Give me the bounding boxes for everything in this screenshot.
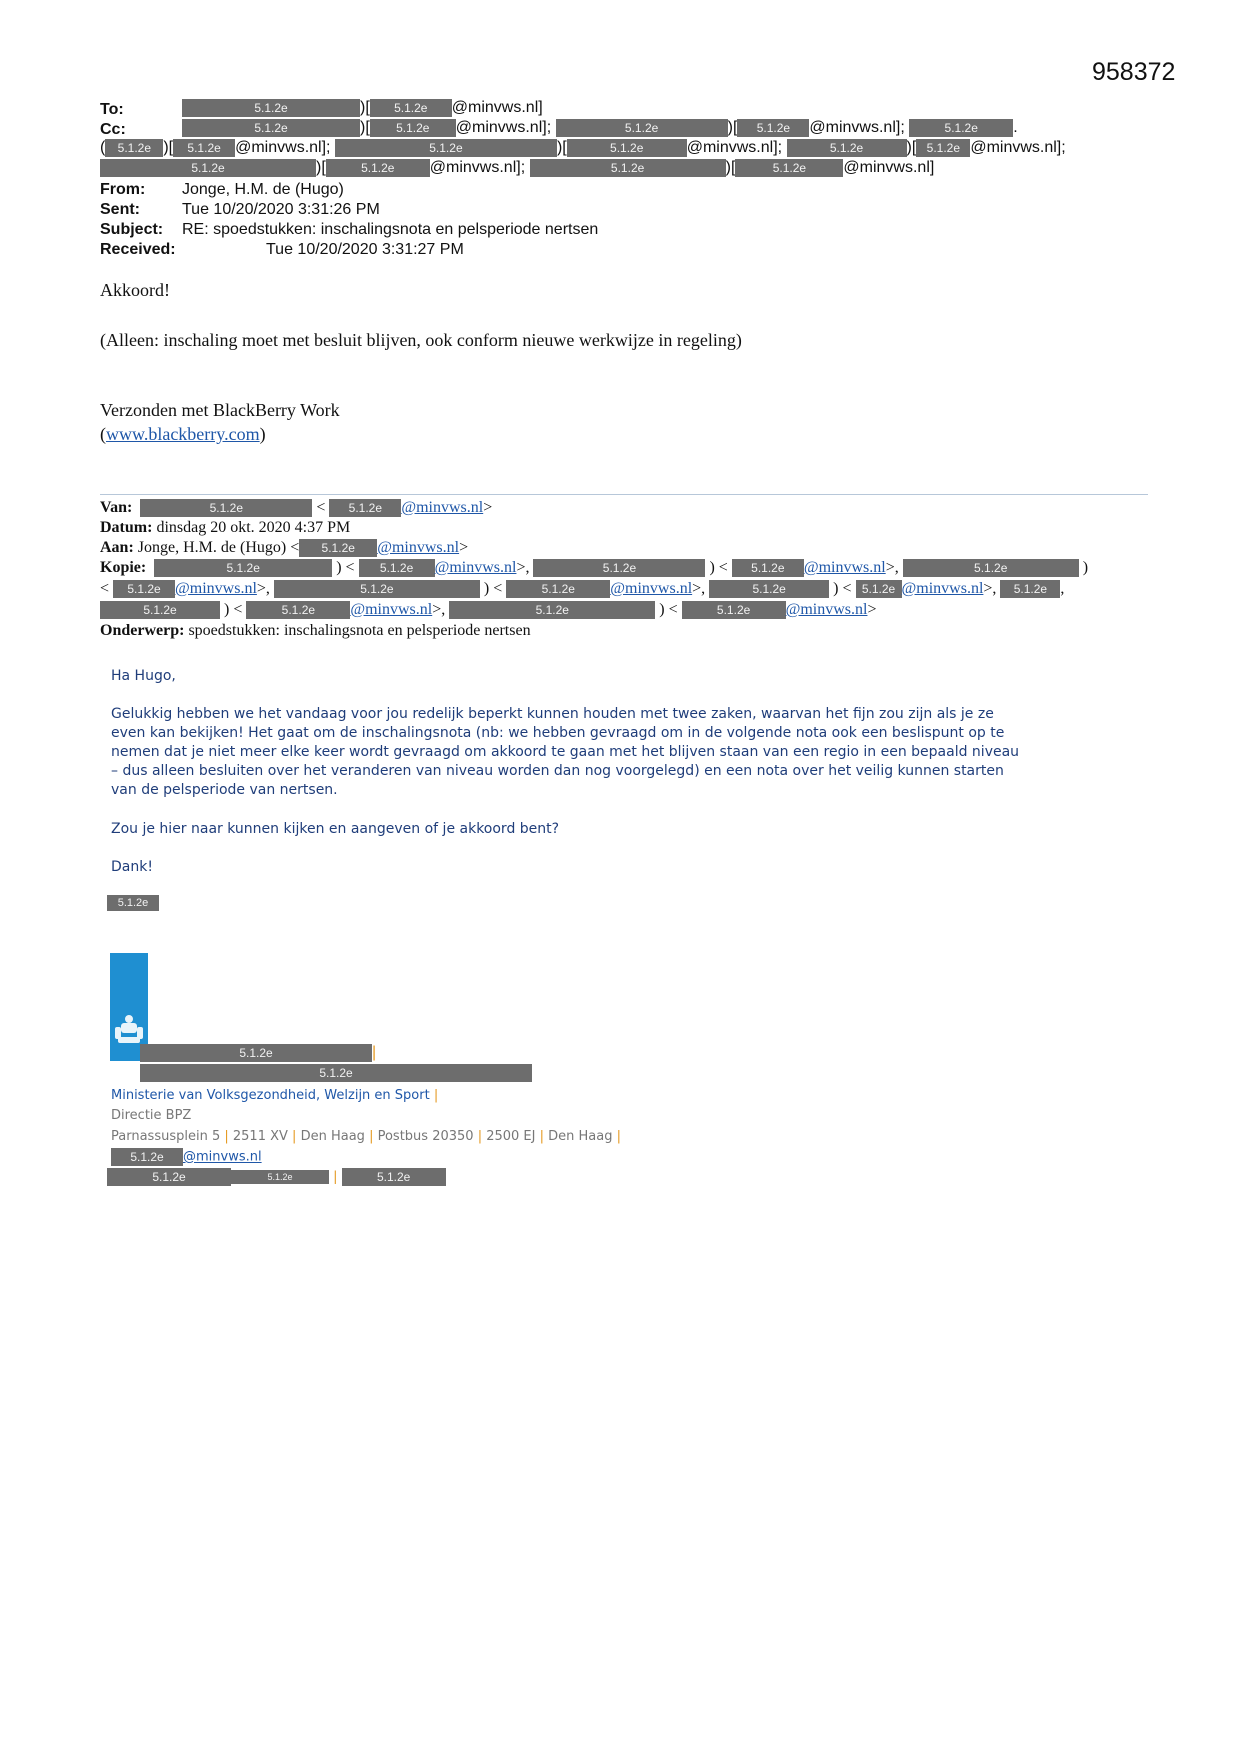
body-line: even kan bekijken! Het gaat om de inschalingsnota (nb: we hebben gevraagd om in de volgende nota ook een beslispunt op te: [111, 725, 1005, 741]
blackberry-link[interactable]: www.blackberry.com: [106, 424, 260, 444]
email-link[interactable]: @minvws.nl: [610, 580, 693, 597]
email-line: 5.1.2e @minvws.nl: [111, 1148, 262, 1166]
sent-label: Sent:: [100, 201, 140, 218]
email-link[interactable]: @minvws.nl: [377, 539, 460, 556]
redaction-box: 5.1.2e: [370, 99, 452, 117]
body-line: – dus alleen besluiten over het veranderen van niveau worden dan nog voorgelegd) en een nota over het veilig kunnen starten: [111, 763, 1004, 779]
document-id: 958372: [1092, 58, 1176, 86]
redaction-box: 5.1.2e: [359, 559, 435, 577]
cc-label: Cc:: [100, 121, 126, 138]
redaction-box: 5.1.2e: [787, 139, 907, 157]
signature-email-link[interactable]: @minvws.nl: [183, 1149, 262, 1165]
email-link[interactable]: @minvws.nl: [401, 499, 484, 516]
question: Zou je hier naar kunnen kijken en aangeven of je akkoord bent?: [111, 821, 560, 837]
redaction-box: 5.1.2e: [182, 119, 360, 137]
kopie-line2: < 5.1.2e @minvws.nl>, 5.1.2e ) < 5.1.2e @minvws.nl>, 5.1.2e ) < 5.1.2e @minvws.nl>, 5.1.2e ,: [100, 580, 1065, 597]
redaction-box: 5.1.2e: [530, 159, 726, 177]
redaction-box: 5.1.2e: [100, 601, 220, 619]
reply-akkoord: Akkoord!: [100, 280, 170, 300]
redaction-box: 5.1.2e: [506, 580, 610, 598]
from-label: From:: [100, 181, 146, 198]
to-recipients: 5.1.2e )[ 5.1.2e @minvws.nl]: [182, 98, 543, 117]
email-link[interactable]: @minvws.nl: [803, 559, 886, 576]
redaction-box: 5.1.2e: [274, 580, 480, 598]
to-label: To:: [100, 101, 124, 118]
kopie-line3: 5.1.2e ) < 5.1.2e @minvws.nl>, 5.1.2e ) < 5.1.2e @minvws.nl>: [100, 600, 877, 620]
datum-line: Datum: dinsdag 20 okt. 2020 4:37 PM: [100, 519, 351, 536]
redaction-box: 5.1.2e: [737, 119, 809, 137]
subject-value: RE: spoedstukken: inschalingsnota en pelsperiode nertsen: [182, 221, 599, 238]
email-link[interactable]: @minvws.nl: [175, 580, 257, 597]
redaction-box: 5.1.2e: [449, 601, 655, 619]
van-line: Van: 5.1.2e < 5.1.2e @minvws.nl>: [100, 499, 493, 516]
subject-label: Subject:: [100, 221, 164, 238]
ministry-name: Ministerie van Volksgezondheid, Welzijn en Sport |: [111, 1088, 439, 1103]
redaction-box: 5.1.2e: [140, 499, 312, 517]
directie: Directie BPZ: [111, 1108, 192, 1123]
redaction-box: 5.1.2e: [567, 139, 687, 157]
redaction-box: 5.1.2e: [326, 159, 430, 177]
redaction-box: 5.1.2e: [909, 119, 1013, 137]
redaction-box: 5.1.2e: [903, 559, 1079, 577]
reply-note: (Alleen: inschaling moet met besluit blijven, ook conform nieuwe werkwijze in regeling): [100, 330, 742, 350]
divider: [100, 494, 1148, 495]
thanks: Dank!: [111, 859, 153, 875]
redaction-box: 5.1.2e: [1000, 580, 1060, 598]
kopie-line1: Kopie: 5.1.2e ) < 5.1.2e @minvws.nl>, 5.1.2e ) < 5.1.2e @minvws.nl>, 5.1.2e ): [100, 559, 1089, 576]
phone-line: 5.1.2e 5.1.2e | 5.1.2e: [107, 1168, 446, 1186]
email-link[interactable]: @minvws.nl: [901, 580, 984, 597]
redaction-box: 5.1.2e: [246, 601, 350, 619]
body-line: van de pelsperiode van nertsen.: [111, 782, 338, 798]
received-value: Tue 10/20/2020 3:31:27 PM: [266, 241, 464, 258]
body-paragraph: [111, 705, 1019, 800]
redaction-box: 5.1.2e: [173, 139, 235, 157]
redaction-box: 5.1.2e: [105, 139, 163, 157]
body-line: nemen dat je niet meer elke keer wordt gevraagd om akkoord te gaan met het blijven staan van een regio in een bepaald niveau: [111, 744, 1020, 760]
onderwerp-line: Onderwerp: spoedstukken: inschalingsnota en pelsperiode nertsen: [100, 622, 531, 639]
blackberry-signature: Verzonden met BlackBerry Work: [100, 400, 340, 420]
redaction-box: 5.1.2e: [682, 601, 786, 619]
sender-role-redacted: 5.1.2e: [140, 1064, 532, 1082]
sent-value: Tue 10/20/2020 3:31:26 PM: [182, 201, 380, 218]
redaction-box: 5.1.2e: [916, 139, 970, 157]
redaction-box: 5.1.2e: [709, 580, 829, 598]
redaction-box: 5.1.2e: [113, 580, 175, 598]
cc-recipients-line2: ( 5.1.2e )[ 5.1.2e @minvws.nl]; 5.1.2e )[ 5.1.2e @minvws.nl]; 5.1.2e )[ 5.1.2e @minvws.nl];: [100, 139, 1066, 156]
email-link[interactable]: @minvws.nl: [785, 601, 868, 618]
redaction-box: 5.1.2e: [370, 119, 456, 137]
redaction-box: 5.1.2e: [154, 559, 332, 577]
sender-name-redacted: 5.1.2e: [107, 894, 159, 913]
redaction-box: 5.1.2e: [335, 139, 557, 157]
redaction-box: 5.1.2e: [533, 559, 705, 577]
redaction-box: 5.1.2e: [556, 119, 728, 137]
cc-recipients-line1: 5.1.2e )[ 5.1.2e @minvws.nl]; 5.1.2e )[ 5.1.2e @minvws.nl]; 5.1.2e .: [182, 118, 1018, 137]
redaction-box: 5.1.2e: [856, 580, 902, 598]
aan-line: Aan: Jonge, H.M. de (Hugo) < 5.1.2e @minvws.nl>: [100, 539, 469, 556]
greeting: Ha Hugo,: [111, 668, 176, 684]
redaction-box: 5.1.2e: [182, 99, 360, 117]
email-link[interactable]: @minvws.nl: [350, 601, 433, 618]
email-link[interactable]: @minvws.nl: [434, 559, 517, 576]
body-line: Gelukkig hebben we het vandaag voor jou redelijk beperkt kunnen houden met twee zaken, waarvan het fijn zou zijn als je ze: [111, 706, 994, 722]
received-label: Received:: [100, 241, 176, 258]
cc-recipients-line3: 5.1.2e )[ 5.1.2e @minvws.nl]; 5.1.2e )[ 5.1.2e @minvws.nl]: [100, 158, 934, 177]
blackberry-link-line: (www.blackberry.com): [100, 424, 266, 444]
redaction-box: 5.1.2e: [735, 159, 843, 177]
redaction-box: 5.1.2e: [329, 499, 401, 517]
redaction-box: 5.1.2e: [732, 559, 804, 577]
redaction-box: 5.1.2e: [100, 159, 316, 177]
from-value: Jonge, H.M. de (Hugo): [182, 181, 344, 198]
address-line: Parnassusplein 5 | 2511 XV | Den Haag | Postbus 20350 | 2500 EJ | Den Haag |: [111, 1129, 622, 1144]
redaction-box: 5.1.2e: [299, 539, 377, 557]
sender-title-redacted: 5.1.2e |: [140, 1044, 376, 1062]
